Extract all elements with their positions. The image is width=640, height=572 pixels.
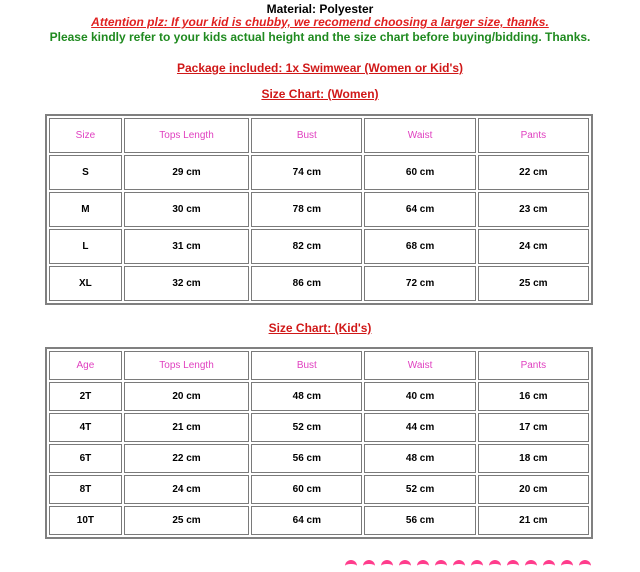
table-cell: 24 cm <box>478 229 589 264</box>
table-cell: 22 cm <box>478 155 589 190</box>
table-cell: 21 cm <box>124 413 249 442</box>
column-header: Age <box>49 351 122 380</box>
table-cell: S <box>49 155 122 190</box>
table-cell: 56 cm <box>364 506 475 535</box>
table-row <box>49 475 589 504</box>
table-cell: 20 cm <box>124 382 249 411</box>
table-cell: 74 cm <box>251 155 362 190</box>
table-cell: 16 cm <box>478 382 589 411</box>
column-header: Pants <box>478 118 589 153</box>
table-cell: 72 cm <box>364 266 475 301</box>
table-cell: 86 cm <box>251 266 362 301</box>
table-cell: 4T <box>49 413 122 442</box>
refer-text: Please kindly refer to your kids actual height and the size chart before buying/bidding. Thanks. <box>49 30 591 44</box>
column-header: Waist <box>364 118 475 153</box>
table-row <box>49 155 589 190</box>
table-cell: 2T <box>49 382 122 411</box>
table-cell: 25 cm <box>478 266 589 301</box>
women-chart-title: Size Chart: (Women) <box>261 87 379 101</box>
table-row <box>49 229 589 264</box>
kids-size-table <box>45 347 593 539</box>
table-cell: 64 cm <box>364 192 475 227</box>
table-cell: 20 cm <box>478 475 589 504</box>
table-cell: 23 cm <box>478 192 589 227</box>
column-header: Tops Length <box>124 118 249 153</box>
table-cell: 22 cm <box>124 444 249 473</box>
column-header: Bust <box>251 118 362 153</box>
column-header: Size <box>49 118 122 153</box>
attention-text: Attention plz: If your kid is chubby, we recomend choosing a larger size, thanks. <box>91 15 549 29</box>
table-header-row <box>49 351 589 380</box>
table-cell: 8T <box>49 475 122 504</box>
column-header: Tops Length <box>124 351 249 380</box>
table-cell: 52 cm <box>364 475 475 504</box>
table-cell: M <box>49 192 122 227</box>
column-header: Bust <box>251 351 362 380</box>
table-row <box>49 266 589 301</box>
table-cell: 18 cm <box>478 444 589 473</box>
table-cell: 48 cm <box>251 382 362 411</box>
table-cell: 32 cm <box>124 266 249 301</box>
column-header: Waist <box>364 351 475 380</box>
table-header-row <box>49 118 589 153</box>
table-row <box>49 506 589 535</box>
table-cell: 56 cm <box>251 444 362 473</box>
table-cell: 60 cm <box>251 475 362 504</box>
table-cell: 25 cm <box>124 506 249 535</box>
cutoff-decorative-lettering <box>345 560 615 572</box>
table-cell: 48 cm <box>364 444 475 473</box>
table-cell: 60 cm <box>364 155 475 190</box>
table-row <box>49 382 589 411</box>
table-cell: 31 cm <box>124 229 249 264</box>
table-cell: 44 cm <box>364 413 475 442</box>
table-cell: L <box>49 229 122 264</box>
table-cell: XL <box>49 266 122 301</box>
table-cell: 64 cm <box>251 506 362 535</box>
table-row <box>49 192 589 227</box>
material-text: Material: Polyester <box>266 2 374 16</box>
table-cell: 68 cm <box>364 229 475 264</box>
table-cell: 24 cm <box>124 475 249 504</box>
table-cell: 17 cm <box>478 413 589 442</box>
table-cell: 82 cm <box>251 229 362 264</box>
column-header: Pants <box>478 351 589 380</box>
table-row <box>49 444 589 473</box>
table-cell: 21 cm <box>478 506 589 535</box>
table-cell: 29 cm <box>124 155 249 190</box>
kids-chart-title: Size Chart: (Kid's) <box>268 321 372 335</box>
table-cell: 78 cm <box>251 192 362 227</box>
table-cell: 30 cm <box>124 192 249 227</box>
table-cell: 40 cm <box>364 382 475 411</box>
table-cell: 6T <box>49 444 122 473</box>
package-text: Package included: 1x Swimwear (Women or Kid's) <box>176 61 464 75</box>
women-size-table <box>45 114 593 305</box>
table-cell: 10T <box>49 506 122 535</box>
table-cell: 52 cm <box>251 413 362 442</box>
table-row <box>49 413 589 442</box>
